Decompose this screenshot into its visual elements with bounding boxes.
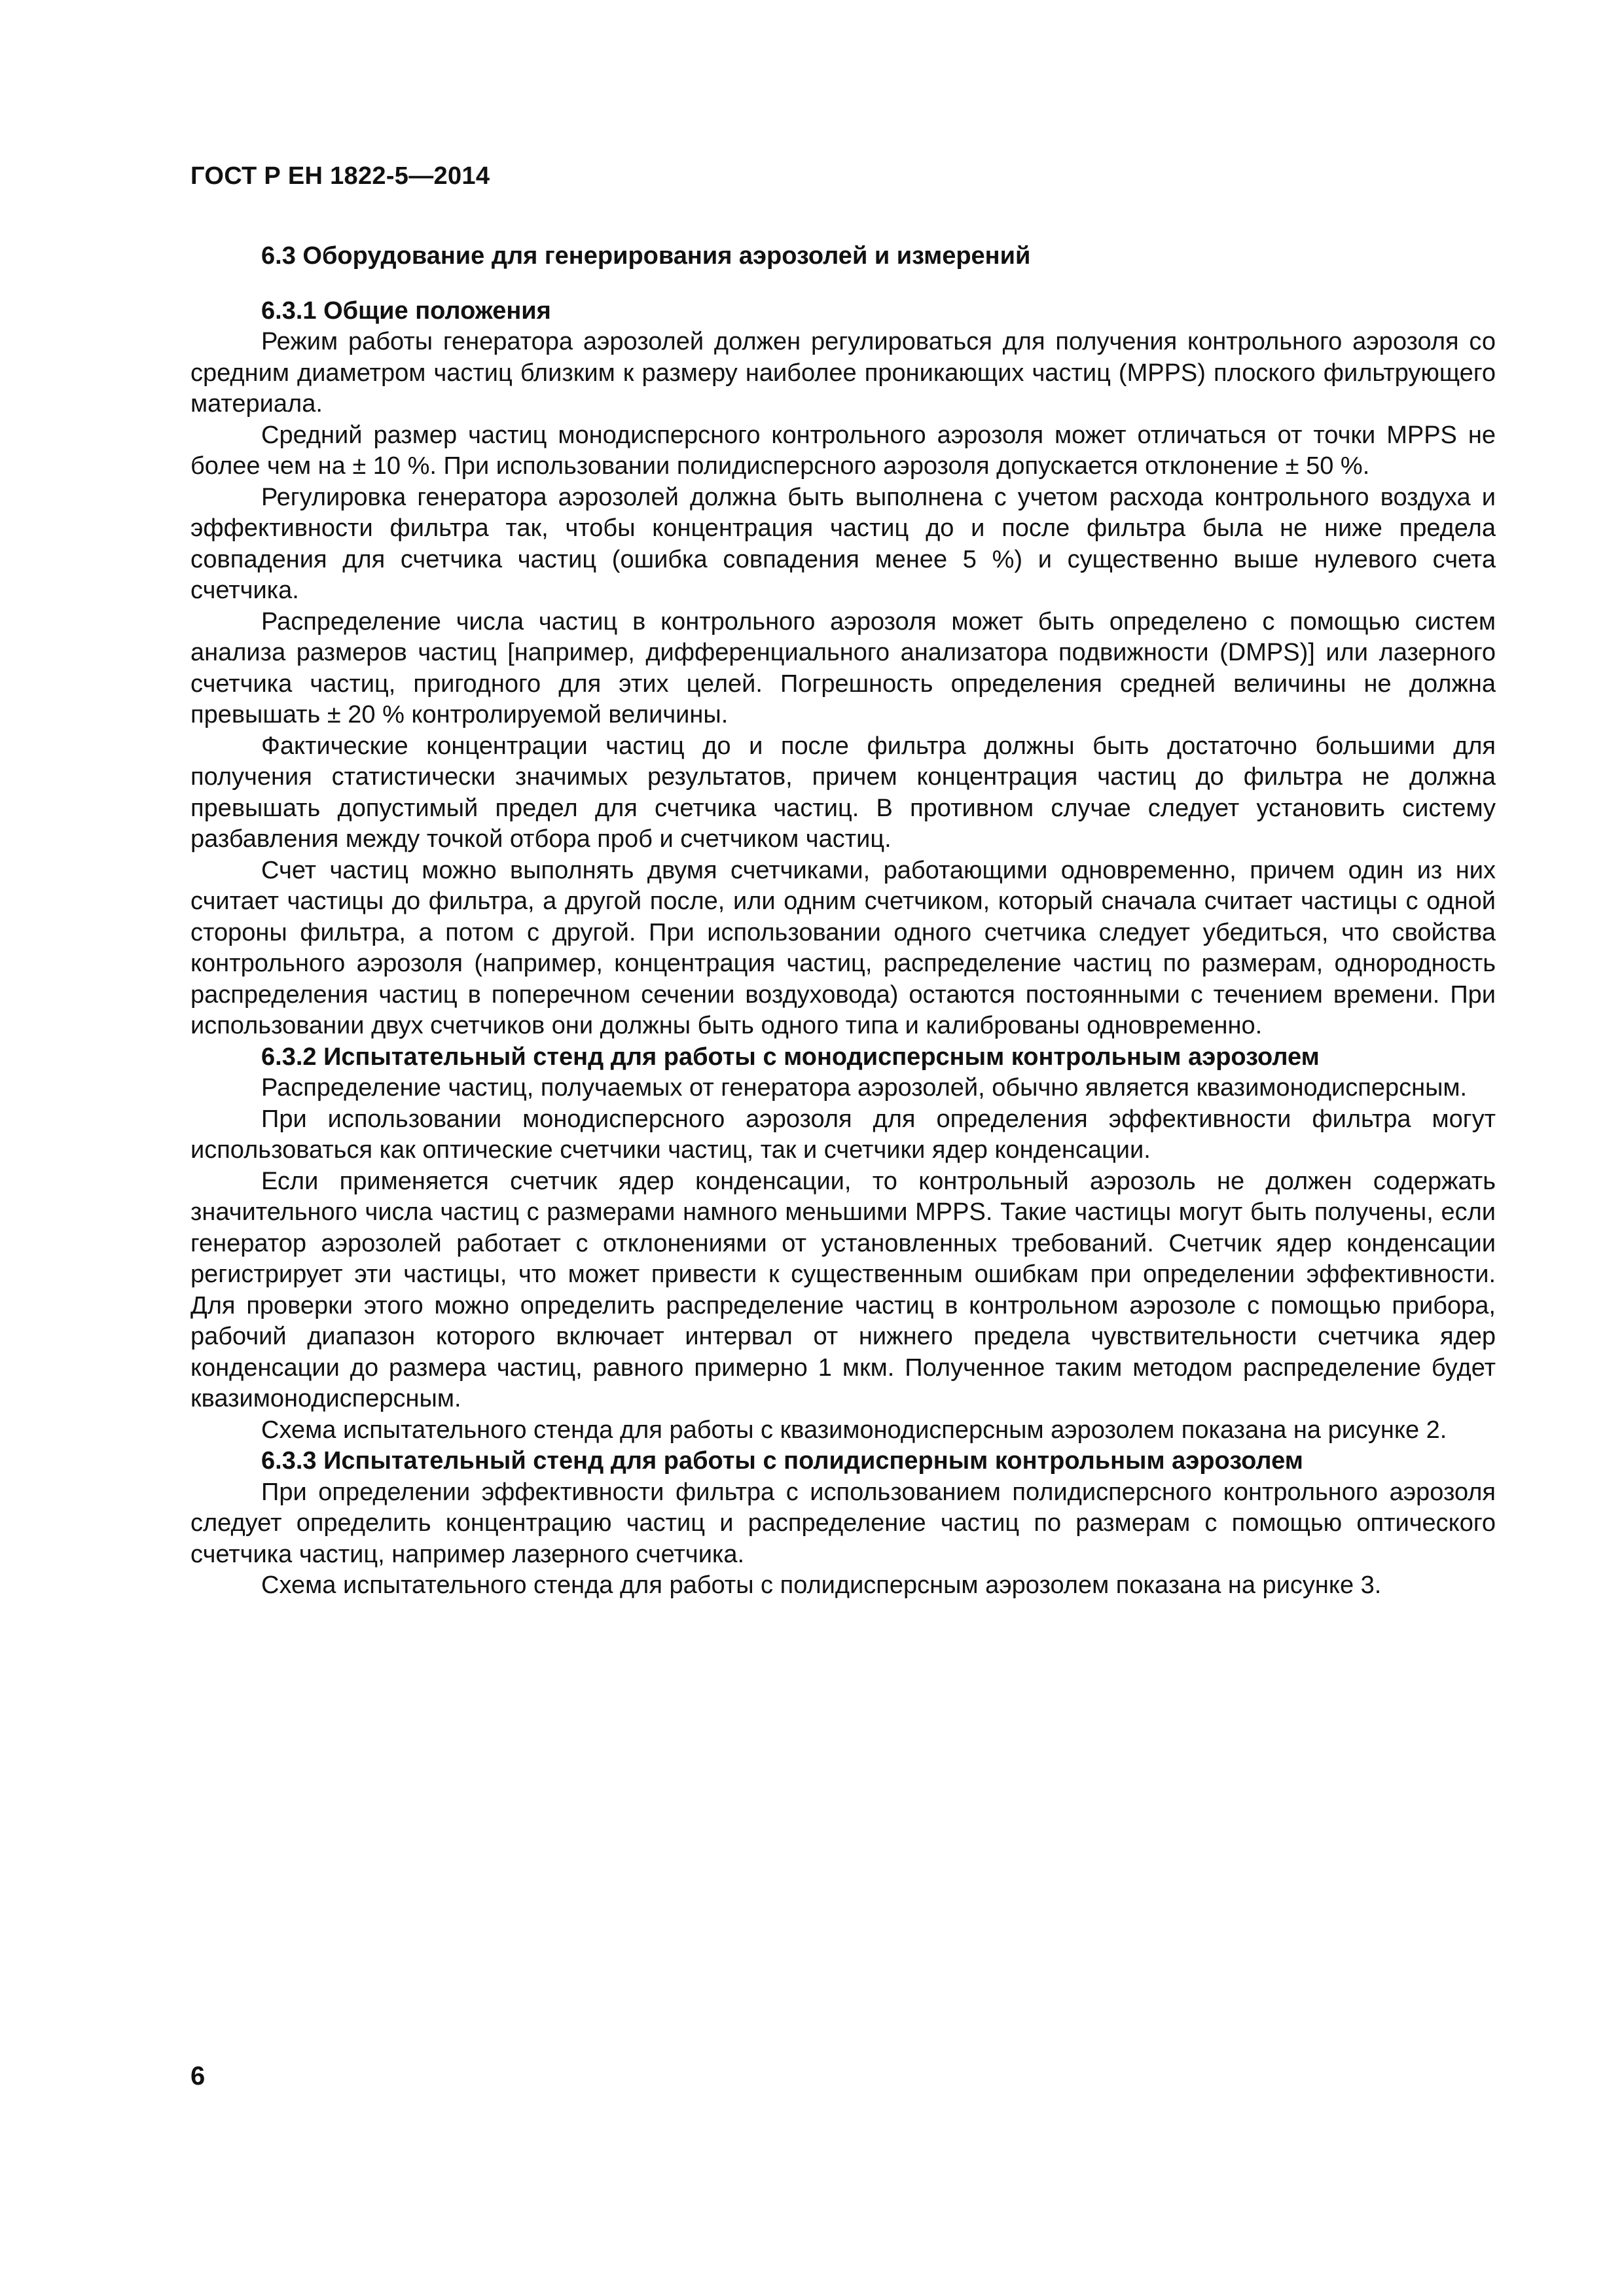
paragraph: При определении эффективности фильтра с использованием полидисперсного контрольного аэрозоля следует определить концентрацию частиц и распределение частиц по размерам с помощью оптического счетчика частиц, например лазерного счетчика. (190, 1478, 1496, 1568)
paragraph: Распределение частиц, получаемых от генератора аэрозолей, обычно является квазимонодисперсным. (261, 1074, 1468, 1102)
page-number: 6 (190, 2062, 206, 2090)
document-standard-header: ГОСТ Р ЕН 1822-5—2014 (190, 162, 490, 190)
paragraph: Схема испытательного стенда для работы с полидисперсным аэрозолем показана на рисунке 3. (261, 1571, 1382, 1599)
subsection-heading-6-3-1: 6.3.1 Общие положения (261, 296, 551, 325)
paragraph: При использовании монодисперсного аэрозоля для определения эффективности фильтра могут использоваться как оптические счетчики частиц, так и счетчики ядер конденсации. (190, 1105, 1496, 1164)
paragraph: Регулировка генератора аэрозолей должна быть выполнена с учетом расхода контрольного воздуха и эффективности фильтра так, чтобы концентрация частиц до и после фильтра была не ниже предела совпадения для счетчика частиц (ошибка совпадения менее 5 %) и существенно выше нулевого счета счетчика. (190, 483, 1496, 604)
paragraph: Распределение числа частиц в контрольного аэрозоля может быть определено с помощью систем анализа размеров частиц [например, дифференциального анализатора подвижности (DMPS)] или лазерного счетчика частиц, пригодного для этих целей. Погрешность определения средней величины не должна превышать ± 20 % контролируемой величины. (190, 607, 1496, 728)
section-heading: 6.3 Оборудование для генерирования аэрозолей и измерений (261, 242, 1031, 270)
document-body (190, 241, 1496, 1602)
paragraph: Режим работы генератора аэрозолей должен регулироваться для получения контрольного аэрозоля со средним диаметром частиц близким к размеру наиболее проникающих частиц (MPPS) плоского фильтрующего материала. (190, 328, 1496, 418)
paragraph: Схема испытательного стенда для работы с квазимонодисперсным аэрозолем показана на рисунке 2. (261, 1416, 1447, 1444)
paragraph: Счет частиц можно выполнять двумя счетчиками, работающими одновременно, причем один из них считает частицы до фильтра, а другой после, или одним счетчиком, который сначала считает частицы с одной стороны фильтра, а потом с другой. При использовании одного счетчика следует убедиться, что свойства контрольного аэрозоля (например, концентрация частиц, распределение частиц по размерам, однородность распределения частиц в поперечном сечении воздуховода) остаются постоянными с течением времени. При использовании двух счетчиков они должны быть одного типа и калиброваны одновременно. (190, 856, 1496, 1039)
subsection-heading-6-3-3: 6.3.3 Испытательный стенд для работы с полидисперным контрольным аэрозолем (261, 1447, 1303, 1475)
paragraph: Фактические концентрации частиц до и после фильтра должны быть достаточно большими для получения статистически значимых результатов, причем концентрация частиц до фильтра не должна превышать допустимый предел для счетчика частиц. В противном случае следует установить систему разбавления между точкой отбора проб и счетчиком частиц. (190, 732, 1496, 853)
subsection-heading-6-3-2: 6.3.2 Испытательный стенд для работы с монодисперсным контрольным аэрозолем (261, 1043, 1320, 1071)
paragraph: Средний размер частиц монодисперсного контрольного аэрозоля может отличаться от точки MPPS не более чем на ± 10 %. При использовании полидисперсного аэрозоля допускается отклонение ± 50 %. (190, 421, 1496, 480)
paragraph: Если применяется счетчик ядер конденсации, то контрольный аэрозоль не должен содержать значительного числа частиц с размерами намного меньшими MPPS. Такие частицы могут быть получены, если генератор аэрозолей работает с отклонениями от установленных требований. Счетчик ядер конденсации регистрирует эти частицы, что может привести к существенным ошибкам при определении эффективности. Для проверки этого можно определить распределение частиц в контрольном аэрозоле с помощью прибора, рабочий диапазон которого включает интервал от нижнего предела чувствительности счетчика ядер конденсации до размера частиц, равного примерно 1 мкм. Полученное таким методом распределение будет квазимонодисперсным. (190, 1167, 1496, 1412)
